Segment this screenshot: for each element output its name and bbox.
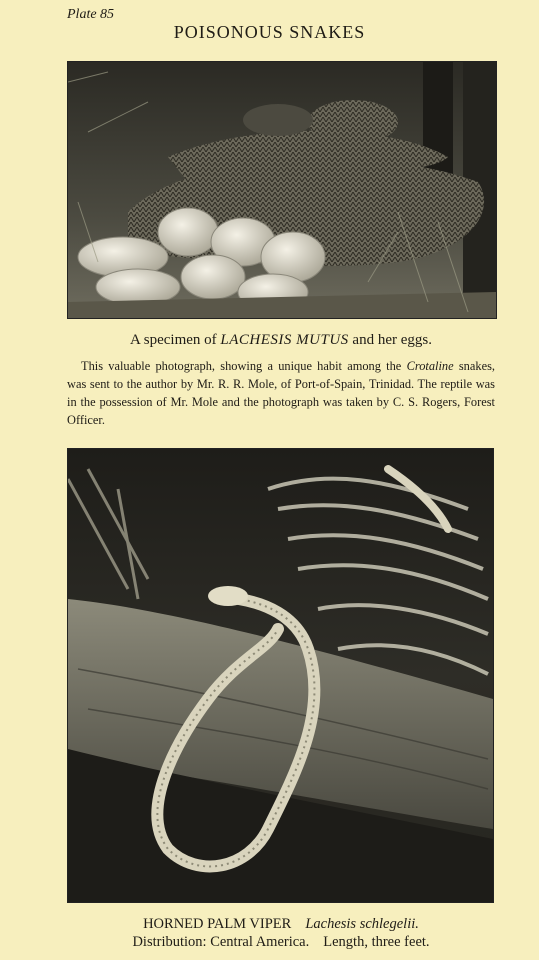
caption1-species: LACHESIS MUTUS	[220, 332, 349, 348]
photo-horned-palm-viper	[67, 448, 494, 903]
photo-lachesis-with-eggs	[67, 61, 497, 319]
description-part1: This valuable photograph, showing a unique habit among the	[81, 359, 402, 373]
caption2-line2	[67, 933, 495, 951]
caption1-suffix: and her eggs.	[352, 332, 432, 348]
length: Length, three feet.	[323, 934, 430, 950]
scientific-name: Lachesis schlegelii.	[305, 916, 419, 932]
caption1-prefix: A specimen of	[130, 332, 217, 348]
description-part2: snakes, was sent to the author by Mr. R. R. Mole, of Port-of-Spain, Trinidad. The reptile was in the possession of Mr. Mole and the photograph was taken by C. S. Rogers, Forest Officer.	[67, 359, 495, 427]
distribution: Distribution: Central America.	[132, 934, 310, 950]
plate-number: Plate 85	[67, 7, 115, 22]
caption2-line1	[67, 915, 495, 933]
description-italic: Crotaline	[406, 359, 454, 373]
figure2-caption	[67, 915, 495, 951]
figure1-caption	[67, 332, 495, 349]
page-title: POISONOUS SNAKES	[173, 22, 366, 42]
figure1-description	[67, 357, 495, 429]
common-name: HORNED PALM VIPER	[143, 916, 292, 932]
